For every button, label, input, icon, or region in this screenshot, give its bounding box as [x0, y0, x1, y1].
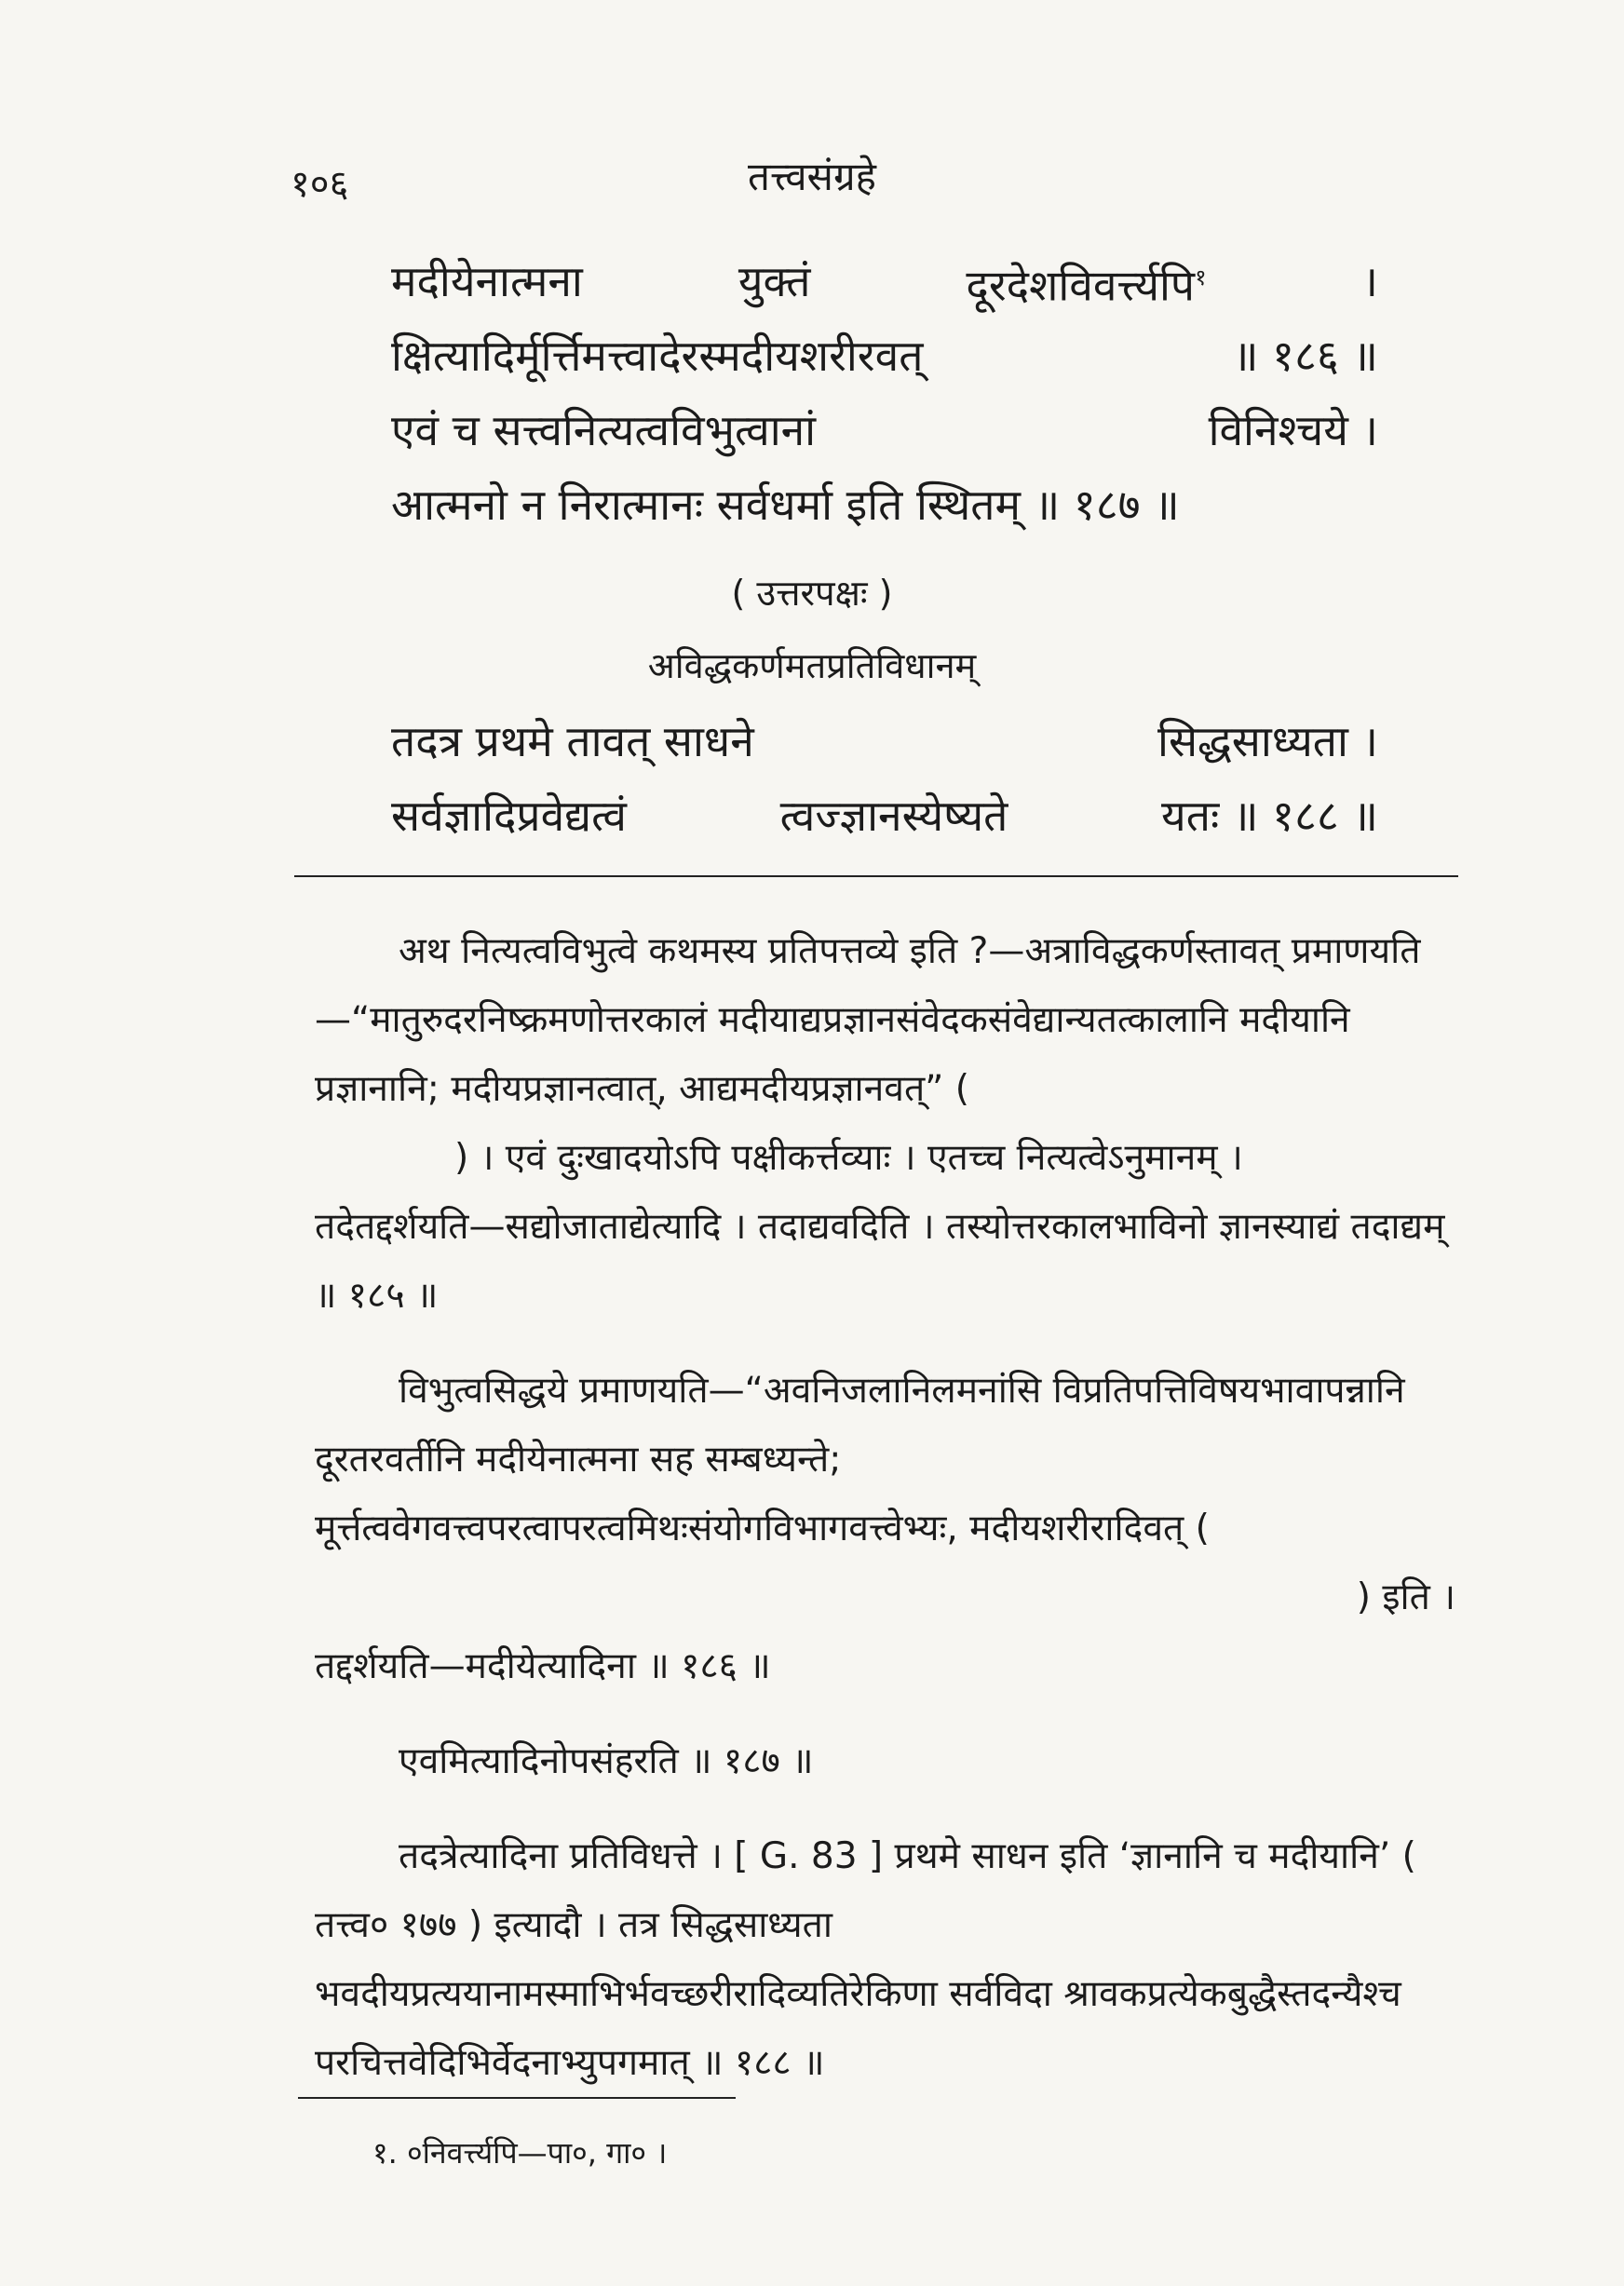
commentary-paragraph: ) इति ।: [1356, 1576, 1455, 1618]
verse-word: एवं च सत्त्वनित्यत्वविभुत्वानां: [391, 405, 817, 455]
verse-word: त्वज्ज्ञानस्येष्यते: [779, 791, 1008, 841]
verse-word: क्षित्यादिर्मूर्त्तिमत्त्वादेरस्मदीयशरीरवत्: [391, 331, 924, 381]
verse-word: विनिश्चये ।: [1208, 405, 1378, 455]
verse-block-bottom: [391, 704, 1378, 853]
verse-number: यतः ॥ १८८ ॥: [1161, 791, 1378, 841]
footnote-marker: १: [1195, 264, 1207, 291]
footnote-divider: [298, 2097, 736, 2099]
verse-word: ।: [1361, 256, 1378, 306]
section-heading: ( उत्तरपक्षः ): [731, 573, 893, 614]
verse-word: आत्मनो न निरात्मानः सर्वधर्मा इति स्थितम् ॥ १८७ ॥: [391, 480, 1180, 530]
verse-word: तदत्र प्रथमे तावत् साधने: [391, 716, 754, 766]
verse-word: सिद्धसाध्यता ।: [1157, 716, 1378, 766]
commentary-paragraph: अथ नित्यत्वविभुत्वे कथमस्य प्रतिपत्तव्ये इति ?—अत्राविद्धकर्णस्तावत् प्रमाणयति—“मातुरुदरनिष्क्रमणोत्तरकालं मदीयाद्यप्रज्ञानसंवेदकसंवेद्यान्यतत्कालानि मदीयानि प्रज्ञानानि; मदीयप्रज्ञानत्वात्, आद्यमदीयप्रज्ञानवत्” (: [315, 930, 1421, 1110]
verse-word: दूरदेशविवर्त्त्यपि$^१$: [966, 260, 1207, 311]
verse-number: ॥ १८६ ॥: [1232, 331, 1378, 381]
verse-line: [391, 778, 1378, 853]
commentary-paragraph: तद्दर्शयति—मदीयेत्यादिना ॥ १८६ ॥: [315, 1645, 771, 1687]
commentary-paragraph: तदेतद्दर्शयति—सद्योजाताद्येत्यादि । तदाद्यवदिति । तस्योत्तरकालभाविनो ज्ञानस्याद्यं तदाद्यम् ॥ १८५ ॥: [315, 1206, 1445, 1317]
verse-line: [391, 318, 1378, 393]
footnote: १. ०निवर्त्त्यपि—पा०, गा० ।: [372, 2135, 668, 2171]
verse-commentary-divider: [294, 875, 1458, 877]
commentary-paragraph: विभुत्वसिद्धये प्रमाणयति—“अवनिजलानिलमनांसि विप्रतिपत्तिविषयभावापन्नानि दूरतरवर्तीनि मदीयेनात्मना सह सम्बध्यन्ते; मूर्त्तत्ववेगवत्त्वपरत्वापरत्वमिथःसंयोगविभागवत्त्वेभ्यः, मदीयशरीरादिवत् (: [315, 1370, 1405, 1549]
verse-word: सर्वज्ञादिप्रवेद्यत्वं: [391, 791, 627, 841]
running-title: तत्त्वसंग्रहे: [748, 154, 876, 199]
commentary-paragraph: तदत्रेत्यादिना प्रतिविधत्ते । [ G. 83 ] प्रथमे साधन इति ‘ज्ञानानि च मदीयानि’ ( तत्त्व० १७७ ) इत्यादौ । तत्र सिद्धसाध्यता भवदीयप्रत्ययानामस्माभिर्भवच्छरीरादिव्यतिरेकिणा सर्वविदा श्रावकप्रत्येकबुद्धैस्तदन्यैश्च परचित्तवेदिभिर्वेदनाभ्युपगमात् ॥ १८८ ॥: [315, 1835, 1416, 2084]
page-number: १०६: [291, 163, 349, 206]
commentary-paragraph: एवमित्यादिनोपसंहरति ॥ १८७ ॥: [399, 1740, 814, 1782]
verse-word: मदीयेनात्मना: [391, 256, 583, 306]
verse-line: [391, 704, 1378, 778]
verse-block-top: [391, 244, 1378, 542]
verse-line: [391, 393, 1378, 467]
verse-line: [391, 244, 1378, 318]
verse-word: युक्तं: [738, 256, 811, 306]
verse-line: [391, 467, 1378, 542]
section-subheading: अविद्धकर्णमतप्रतिविधानम्: [647, 645, 977, 686]
commentary-paragraph: ) । एवं दुःखादयोऽपि पक्षीकर्त्तव्याः । एतच्च नित्यत्वेऽनुमानम् ।: [454, 1137, 1243, 1179]
commentary-block: [315, 917, 1455, 2098]
